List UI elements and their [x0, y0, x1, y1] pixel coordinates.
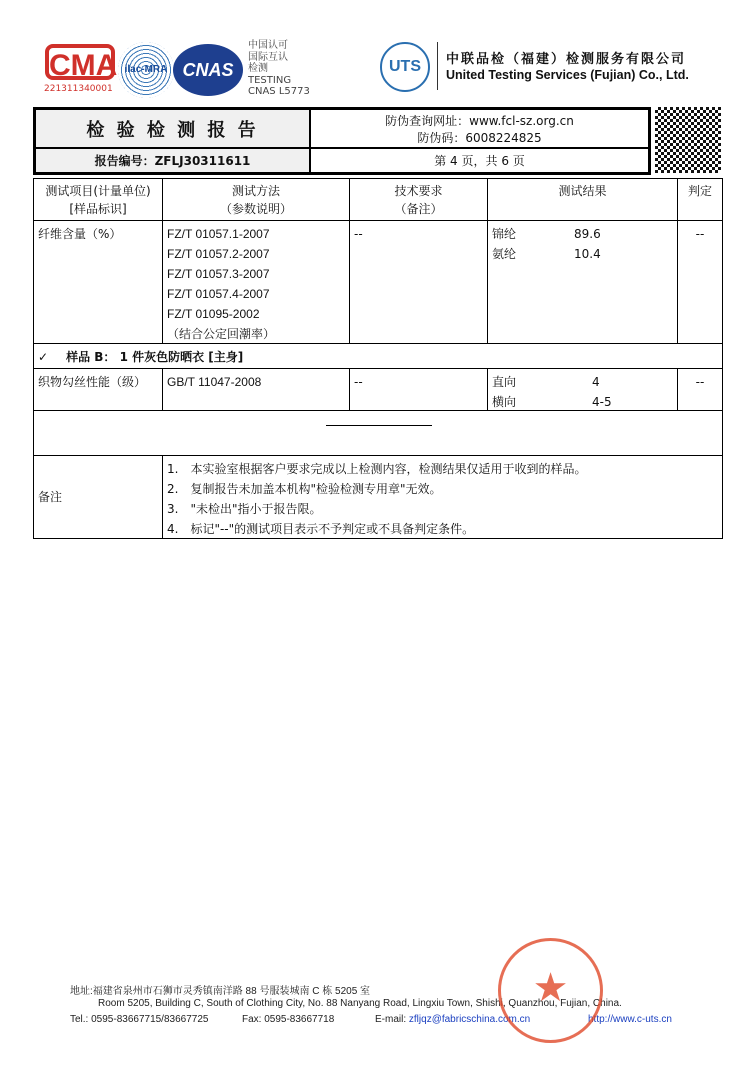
sample-label: 样品 B： 1 件灰色防晒衣 [主身]	[66, 350, 244, 364]
method: FZ/T 01057.3-2007	[167, 267, 270, 281]
end-row	[33, 410, 723, 456]
h: （参数说明）	[219, 202, 292, 216]
result-line	[492, 372, 673, 392]
website-link[interactable]: http://www.c-uts.cn	[588, 1014, 672, 1025]
fiber-value: 10.4	[574, 247, 601, 261]
note: 4. 标记"--"的测试项目表示不予判定或不具备判定条件。	[167, 522, 475, 536]
company-name-en: United Testing Services (Fujian) Co., Ltd.	[446, 68, 689, 82]
fiber-name: 锦纶	[492, 227, 517, 241]
method: FZ/T 01095-2002	[167, 307, 260, 321]
report-title: 检 验 检 测 报 告	[35, 109, 310, 148]
row1-methods	[162, 220, 350, 344]
email-label: E-mail:	[375, 1014, 407, 1025]
method: FZ/T 01057.2-2007	[167, 247, 270, 261]
h: 测试方法	[231, 184, 280, 198]
cnas-logo: CNAS	[173, 44, 243, 96]
note: 1. 本实验室根据客户要求完成以上检测内容，检测结果仅适用于收到的样品。	[167, 462, 587, 476]
fiber-name: 氨纶	[492, 247, 517, 261]
col-header-result	[487, 178, 678, 221]
h: 测试结果	[558, 184, 607, 198]
address-en: Room 5205, Building C, South of Clothing City, No. 88 Nanyang Road, Lingxiu Town, Shishi, Quanzhou, Fujian, China.	[98, 998, 622, 1009]
note: 3. "未检出"指小于报告限。	[167, 502, 322, 516]
uts-logo: UTS	[380, 42, 430, 92]
row2-results	[487, 368, 678, 411]
result-line	[492, 392, 673, 412]
row1-requirement: --	[349, 220, 488, 344]
page-info: 第 4 页，共 6 页	[310, 148, 649, 173]
grade: 4-5	[592, 395, 612, 409]
h: [样品标识]	[69, 202, 127, 216]
email-link[interactable]: zfljqz@fabricschina.com.cn	[408, 1014, 531, 1025]
result-line	[492, 244, 673, 264]
note: 2. 复制报告未加盖本机构"检验检测专用章"无效。	[167, 482, 442, 496]
notes	[162, 455, 723, 539]
fiber-value: 89.6	[574, 227, 601, 241]
row2-item: 织物勾丝性能（级）	[33, 368, 163, 411]
website	[588, 1014, 672, 1025]
tel: Tel.: 0595-83667715/83667725	[70, 1014, 209, 1025]
cnas-line: TESTING	[248, 74, 292, 86]
fax: Fax: 0595-83667718	[242, 1014, 335, 1025]
cnas-text	[248, 40, 310, 98]
report-number: 报告编号：ZFLJ30311611	[35, 148, 310, 173]
method: FZ/T 01057.4-2007	[167, 287, 270, 301]
col-header-requirement	[349, 178, 488, 221]
grade: 4	[592, 375, 600, 389]
row2-judgement: --	[677, 368, 723, 411]
method: FZ/T 01057.1-2007	[167, 227, 270, 241]
h: （备注）	[394, 202, 443, 216]
direction: 横向	[492, 395, 517, 409]
cma-number: 221311340001	[44, 84, 113, 94]
col-header-method	[162, 178, 350, 221]
row1-item: 纤维含量（%）	[33, 220, 163, 344]
star-icon: ★	[532, 965, 569, 1011]
h: 技术要求	[394, 184, 443, 198]
method-note: （结合公定回潮率）	[167, 327, 276, 341]
sample-row	[33, 343, 723, 369]
check-icon: ✓	[38, 350, 49, 364]
cma-logo: CMA	[45, 44, 115, 80]
qr-code	[655, 107, 721, 173]
h: 测试项目(计量单位)	[45, 184, 151, 198]
verify-code: 防伪码：6008224825	[417, 130, 542, 145]
direction: 直向	[492, 375, 517, 389]
company-seal-stamp	[498, 938, 603, 1043]
h: 判定	[687, 184, 712, 198]
row2-requirement: --	[349, 368, 488, 411]
end-line	[326, 425, 432, 426]
cnas-line: 国际互认	[248, 51, 288, 63]
col-header-item	[33, 178, 163, 221]
verification-info	[310, 109, 649, 148]
col-header-judgement	[677, 178, 723, 221]
cnas-line: CNAS L5773	[248, 86, 310, 97]
verify-url: 防伪查询网址：www.fcl-sz.org.cn	[385, 113, 574, 128]
row2-method: GB/T 11047-2008	[162, 368, 350, 411]
address-cn: 地址:福建省泉州市石狮市灵秀镇南洋路 88 号服装城南 C 栋 5205 室	[70, 986, 371, 997]
company-name-cn: 中联品检（福建）检测服务有限公司	[446, 52, 687, 67]
divider	[437, 42, 438, 90]
result-line	[492, 224, 673, 244]
cnas-line: 检测	[248, 63, 268, 74]
report-header-box	[33, 107, 651, 175]
ilac-logo: ilac-MRA	[118, 42, 174, 98]
row1-results	[487, 220, 678, 344]
cnas-line: 中国认可	[248, 40, 288, 51]
notes-label: 备注	[33, 455, 163, 539]
row1-judgement: --	[677, 220, 723, 344]
